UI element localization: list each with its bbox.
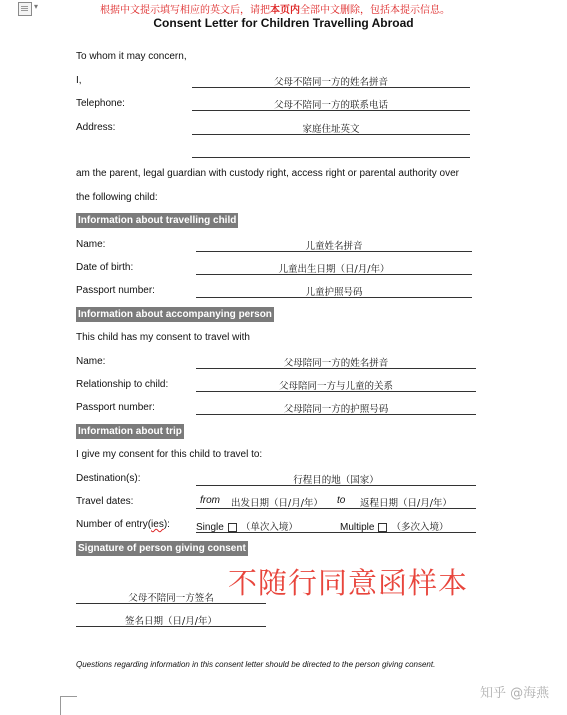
address-label: Address: [76, 122, 116, 133]
telephone-field-line[interactable] [192, 110, 470, 111]
multiple-entry-checkbox[interactable] [378, 523, 387, 532]
child-passport-label: Passport number: [76, 285, 155, 296]
signature-hint: 父母不陪同一方签名 [128, 593, 214, 604]
telephone-label: Telephone: [76, 98, 125, 109]
child-name-field-line[interactable] [196, 251, 472, 252]
from-date-hint: 出发日期（日/月/年） [231, 498, 323, 509]
document-title: Consent Letter for Children Travelling Abroad [153, 16, 414, 30]
from-word: from [200, 495, 220, 506]
address-hint: 家庭住址英文 [302, 124, 360, 135]
i-hint: 父母不陪同一方的姓名拼音 [273, 77, 388, 88]
destination-label: Destination(s): [76, 473, 141, 484]
page-corner-mark [60, 696, 77, 715]
to-word: to [337, 495, 346, 506]
companion-name-hint: 父母陪同一方的姓名拼音 [283, 358, 389, 369]
entries-label: Number of entry(ies): [76, 519, 170, 530]
travel-dates-label: Travel dates: [76, 496, 134, 507]
travel-dates-field-line[interactable] [196, 508, 476, 509]
companion-section-header: Information about accompanying person [78, 309, 272, 320]
address-field-line[interactable] [192, 134, 470, 135]
signature-date-hint: 签名日期（日/月/年） [125, 616, 217, 627]
child-name-hint: 儿童姓名拼音 [305, 241, 363, 252]
i-field-line[interactable] [192, 87, 470, 88]
companion-passport-field-line[interactable] [196, 414, 476, 415]
statement-line-2: the following child: [76, 192, 158, 203]
destination-hint: 行程目的地（国家） [293, 475, 379, 486]
instruction-note: 根据中文提示填写相应的英文后，请把本页内全部中文删除，包括本提示信息。 [100, 5, 450, 16]
watermark: 知乎 @海燕 [480, 686, 550, 701]
child-passport-field-line[interactable] [196, 297, 472, 298]
child-name-label: Name: [76, 239, 106, 250]
child-dob-label: Date of birth: [76, 262, 134, 273]
trip-intro: I give my consent for this child to travel to: [76, 449, 263, 460]
companion-passport-hint: 父母陪同一方的护照号码 [283, 404, 389, 415]
footer-note: Questions regarding information in this consent letter should be directed to the person giving consent. [76, 660, 436, 669]
child-passport-hint: 儿童护照号码 [305, 287, 363, 298]
relationship-field-line[interactable] [196, 391, 476, 392]
entries-field-line [196, 532, 476, 533]
companion-name-field-line[interactable] [196, 368, 476, 369]
multiple-entry-option[interactable]: Multiple （多次入境） [340, 522, 449, 533]
destination-field-line[interactable] [196, 485, 476, 486]
chevron-down-icon[interactable]: ▾ [34, 2, 39, 11]
signature-section-header: Signature of person giving consent [78, 543, 246, 554]
signature-field-line[interactable] [76, 603, 266, 604]
companion-passport-label: Passport number: [76, 402, 155, 413]
statement-line-1: am the parent, legal guardian with custody right, access right or parental authority over [76, 168, 459, 179]
telephone-hint: 父母不陪同一方的联系电话 [273, 100, 388, 111]
child-section-header: Information about travelling child [78, 215, 237, 226]
companion-consent-text: This child has my consent to travel with [76, 332, 250, 343]
child-dob-hint: 儿童出生日期（日/月/年） [278, 264, 390, 275]
signature-date-field-line[interactable] [76, 626, 266, 627]
single-entry-option[interactable]: Single （单次入境） [196, 522, 298, 533]
single-entry-checkbox[interactable] [228, 523, 237, 532]
greeting: To whom it may concern, [76, 51, 187, 62]
sample-overlay-title: 不随行同意函样本 [228, 566, 469, 600]
relationship-hint: 父母陪同一方与儿童的关系 [278, 381, 393, 392]
relationship-label: Relationship to child: [76, 379, 169, 390]
address-field-line-2[interactable] [192, 157, 470, 158]
to-date-hint: 返程日期（日/月/年） [360, 498, 452, 509]
companion-name-label: Name: [76, 356, 106, 367]
child-dob-field-line[interactable] [196, 274, 472, 275]
i-label: I, [76, 75, 82, 86]
document-icon [18, 2, 32, 16]
trip-section-header: Information about trip [78, 426, 182, 437]
